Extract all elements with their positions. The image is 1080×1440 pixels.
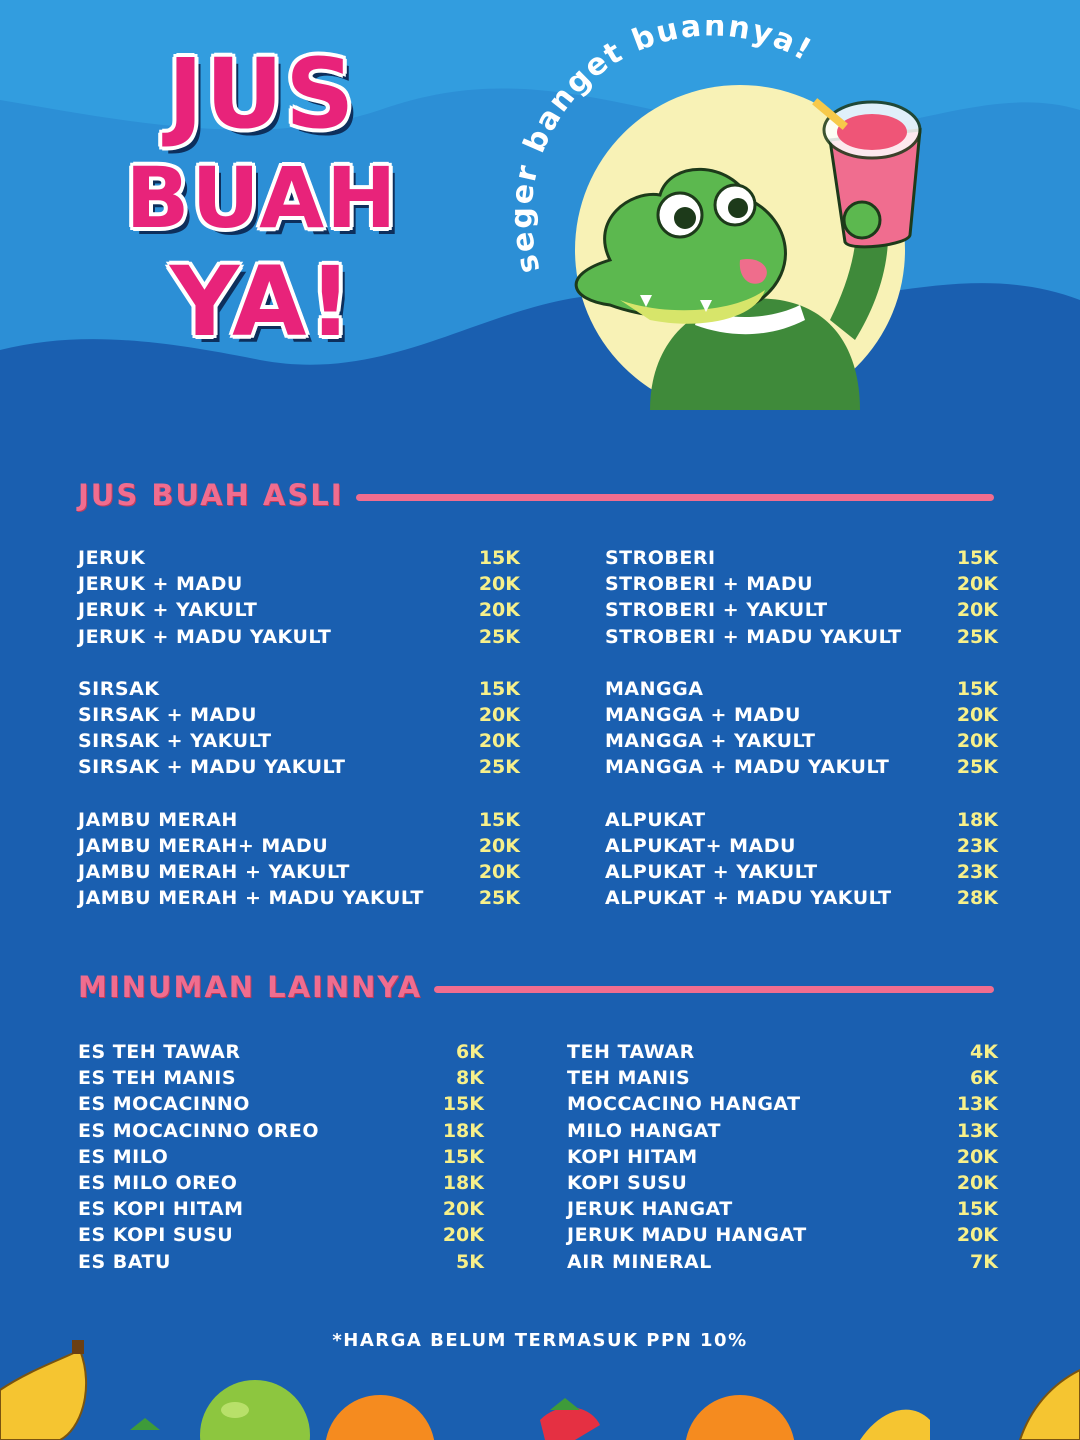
menu-item-name: SIRSAK + YAKULT [78, 730, 272, 753]
menu-item-name: JAMBU MERAH [78, 808, 238, 831]
menu-item-row [78, 1196, 484, 1222]
menu-item-row [78, 1118, 484, 1144]
menu-item-name: JERUK MADU HANGAT [567, 1224, 807, 1247]
menu-item-name: MANGGA + YAKULT [605, 730, 816, 753]
menu-column-minuman-left [78, 1039, 484, 1275]
menu-item-price: 4K [970, 1041, 998, 1064]
menu-item-row [605, 754, 998, 780]
menu-item-name: STROBERI + YAKULT [605, 599, 828, 622]
menu-item-price: 15K [442, 1145, 484, 1168]
menu-item-name: JAMBU MERAH + YAKULT [78, 860, 350, 883]
section-divider [434, 986, 994, 993]
menu-item-row [567, 1039, 998, 1065]
menu-item-name: ALPUKAT [605, 808, 706, 831]
menu-item-name: TEH TAWAR [567, 1041, 695, 1064]
section-minuman-lainnya-header [78, 970, 994, 1004]
menu-group [605, 676, 998, 781]
menu-item-row [605, 833, 998, 859]
menu-item-name: JAMBU MERAH + MADU YAKULT [78, 887, 424, 910]
menu-item-row [78, 1065, 484, 1091]
menu-group [78, 807, 520, 912]
menu-item-price: 20K [478, 834, 520, 857]
menu-item-price: 23K [956, 860, 998, 883]
title-line-1: JUS [167, 38, 357, 150]
menu-item-name: SIRSAK + MADU [78, 704, 257, 727]
menu-item-price: 15K [956, 1198, 998, 1221]
section-title-minuman-lainnya: MINUMAN LAINNYA [78, 970, 423, 1004]
menu-item-row [78, 1091, 484, 1117]
menu-item-price: 6K [456, 1041, 484, 1064]
menu-item-row [78, 1144, 484, 1170]
menu-item-row [605, 624, 998, 650]
banana-icon [0, 1340, 86, 1440]
apple-icon [200, 1380, 310, 1440]
menu-item-name: JERUK [78, 547, 146, 570]
menu-item-name: JERUK HANGAT [567, 1198, 733, 1221]
menu-item-row [78, 702, 520, 728]
menu-item-name: JAMBU MERAH+ MADU [78, 834, 329, 857]
crocodile-holding-juice-icon [500, 20, 940, 410]
menu-item-price: 13K [956, 1119, 998, 1142]
menu-item-row [605, 728, 998, 754]
menu-group [605, 807, 998, 912]
menu-item-name: JERUK + MADU YAKULT [78, 625, 332, 648]
menu-item-price: 20K [956, 704, 998, 727]
menu-item-row [78, 1039, 484, 1065]
menu-item-name: ES TEH TAWAR [78, 1041, 241, 1064]
menu-item-row [78, 1249, 484, 1275]
menu-item-row [78, 754, 520, 780]
menu-item-name: ES MILO OREO [78, 1172, 238, 1195]
menu-item-row [567, 1249, 998, 1275]
menu-item-price: 15K [442, 1093, 484, 1116]
menu-item-name: ALPUKAT + MADU YAKULT [605, 887, 892, 910]
section-divider [356, 494, 995, 501]
title-line-2: BUAH [125, 149, 399, 247]
menu-item-name: STROBERI + MADU [605, 573, 814, 596]
menu-item-name: KOPI SUSU [567, 1172, 688, 1195]
menu-item-row [78, 624, 520, 650]
menu-item-name: ES KOPI HITAM [78, 1198, 244, 1221]
section-title-jus-buah-asli: JUS BUAH ASLI [78, 478, 344, 512]
menu-item-row [567, 1222, 998, 1248]
menu-item-name: STROBERI [605, 547, 716, 570]
menu-item-price: 20K [478, 573, 520, 596]
menu-item-row [78, 833, 520, 859]
menu-item-row [605, 807, 998, 833]
menu-item-price: 15K [478, 808, 520, 831]
menu-column-minuman-right [567, 1039, 998, 1275]
menu-group [78, 676, 520, 781]
menu-item-row [605, 702, 998, 728]
menu-item-name: JERUK + YAKULT [78, 599, 258, 622]
menu-item-name: SIRSAK [78, 677, 160, 700]
menu-item-row [605, 571, 998, 597]
menu-item-price: 20K [478, 599, 520, 622]
menu-item-price: 18K [956, 808, 998, 831]
menu-item-price: 18K [442, 1119, 484, 1142]
menu-group [605, 545, 998, 650]
menu-item-name: MOCCACINO HANGAT [567, 1093, 801, 1116]
menu-item-price: 15K [478, 677, 520, 700]
menu-item-name: STROBERI + MADU YAKULT [605, 625, 902, 648]
menu-item-row [78, 885, 520, 911]
menu-item-name: ES MOCACINNO OREO [78, 1119, 319, 1142]
menu-group [78, 545, 520, 650]
menu-item-price: 25K [956, 756, 998, 779]
menu-item-name: MANGGA + MADU YAKULT [605, 756, 890, 779]
menu-item-price: 20K [956, 573, 998, 596]
tax-footnote: *HARGA BELUM TERMASUK PPN 10% [332, 1330, 748, 1351]
menu-item-price: 25K [478, 625, 520, 648]
menu-item-name: MANGGA + MADU [605, 704, 801, 727]
menu-column-jus-left [78, 545, 520, 937]
menu-item-price: 25K [478, 756, 520, 779]
menu-item-row [567, 1170, 998, 1196]
menu-item-name: ES MOCACINNO [78, 1093, 250, 1116]
menu-item-row [78, 597, 520, 623]
menu-item-row [567, 1065, 998, 1091]
menu-item-price: 20K [956, 599, 998, 622]
menu-item-row [605, 885, 998, 911]
menu-item-price: 28K [956, 887, 998, 910]
menu-item-name: AIR MINERAL [567, 1250, 712, 1273]
menu-item-price: 20K [956, 730, 998, 753]
menu-item-price: 20K [956, 1224, 998, 1247]
menu-item-name: ES BATU [78, 1250, 171, 1273]
menu-item-row [605, 545, 998, 571]
menu-column-jus-right [605, 545, 998, 937]
menu-item-row [78, 859, 520, 885]
menu-item-row [605, 676, 998, 702]
menu-item-price: 5K [456, 1250, 484, 1273]
menu-item-price: 25K [956, 625, 998, 648]
menu-item-price: 20K [478, 730, 520, 753]
brand-title [112, 38, 412, 358]
menu-item-name: ALPUKAT + YAKULT [605, 860, 818, 883]
menu-item-row [78, 1222, 484, 1248]
mascot-badge [500, 20, 940, 410]
menu-item-price: 20K [956, 1172, 998, 1195]
menu-item-price: 15K [956, 547, 998, 570]
menu-item-price: 15K [956, 677, 998, 700]
menu-item-row [78, 728, 520, 754]
menu-item-price: 25K [478, 887, 520, 910]
menu-item-name: SIRSAK + MADU YAKULT [78, 756, 346, 779]
menu-item-row [78, 1170, 484, 1196]
menu-item-name: ALPUKAT+ MADU [605, 834, 796, 857]
menu-item-row [605, 597, 998, 623]
section-jus-buah-asli-header [78, 478, 994, 512]
menu-item-row [605, 859, 998, 885]
menu-item-row [567, 1091, 998, 1117]
menu-item-name: TEH MANIS [567, 1067, 691, 1090]
menu-item-row [78, 676, 520, 702]
menu-item-name: ES KOPI SUSU [78, 1224, 234, 1247]
menu-item-price: 15K [478, 547, 520, 570]
menu-item-row [78, 545, 520, 571]
menu-item-row [567, 1144, 998, 1170]
menu-item-price: 20K [478, 704, 520, 727]
menu-item-name: KOPI HITAM [567, 1145, 698, 1168]
title-line-3: YA! [169, 246, 355, 358]
menu-item-name: MANGGA [605, 677, 704, 700]
menu-item-price: 20K [956, 1145, 998, 1168]
menu-item-price: 8K [456, 1067, 484, 1090]
menu-item-row [78, 571, 520, 597]
menu-item-name: MILO HANGAT [567, 1119, 721, 1142]
menu-item-price: 13K [956, 1093, 998, 1116]
banana-icon [860, 1370, 1080, 1440]
menu-item-name: ES TEH MANIS [78, 1067, 236, 1090]
menu-item-price: 20K [442, 1224, 484, 1247]
menu-item-row [567, 1196, 998, 1222]
menu-item-price: 6K [970, 1067, 998, 1090]
menu-item-row [567, 1118, 998, 1144]
menu-item-price: 7K [970, 1250, 998, 1273]
slogan-text: seger banget buahnya! [504, 20, 819, 277]
menu-item-price: 18K [442, 1172, 484, 1195]
menu-item-name: ES MILO [78, 1145, 169, 1168]
menu-item-price: 20K [478, 860, 520, 883]
menu-item-name: JERUK + MADU [78, 573, 243, 596]
menu-item-price: 23K [956, 834, 998, 857]
menu-item-price: 20K [442, 1198, 484, 1221]
menu-item-row [78, 807, 520, 833]
